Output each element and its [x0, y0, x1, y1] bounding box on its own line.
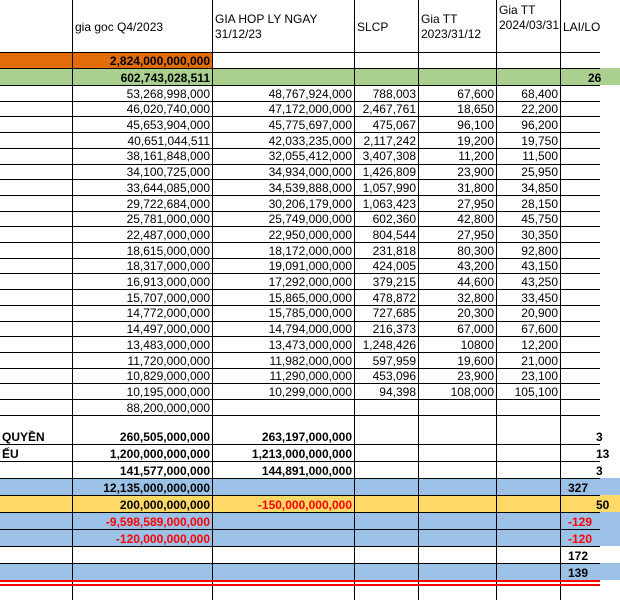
total-cell-col4[interactable]: [418, 427, 496, 444]
table-cell-col6[interactable]: [560, 289, 620, 305]
total-label[interactable]: QUYỀN: [2, 430, 45, 444]
table-cell-col0[interactable]: [0, 273, 72, 289]
table-cell-col3[interactable]: 602,360: [372, 212, 416, 227]
table-cell-col2[interactable]: 15,865,000,000: [268, 290, 352, 305]
table-cell-col1[interactable]: 46,020,740,000: [126, 102, 210, 117]
total-row: [0, 444, 610, 461]
total-cell-col5[interactable]: [496, 427, 560, 444]
table-cell-col0[interactable]: [0, 368, 72, 384]
total-gia-hop-ly[interactable]: [212, 478, 354, 495]
total-cell-col3[interactable]: [354, 444, 418, 461]
total-cell-col3[interactable]: [354, 427, 418, 444]
total-row: [0, 427, 603, 444]
total-cell-col3[interactable]: [354, 512, 418, 529]
row-border: [0, 352, 600, 353]
total-cell-col4[interactable]: [418, 461, 496, 478]
table-cell-col1[interactable]: 45,653,904,000: [126, 118, 210, 133]
table-cell-col6[interactable]: [560, 195, 620, 211]
table-cell-col1[interactable]: 22,487,000,000: [126, 227, 210, 242]
row-border: [0, 52, 600, 53]
table-cell-col2[interactable]: 30,206,179,000: [268, 196, 352, 211]
col-border-5: [496, 0, 497, 600]
table-cell-col5[interactable]: 43,250: [521, 275, 558, 290]
total-label[interactable]: [0, 563, 72, 580]
table-cell-col2[interactable]: 15,785,000,000: [268, 306, 352, 321]
table-cell-col2[interactable]: 47,172,000,000: [268, 102, 352, 117]
table-cell-col3[interactable]: 804,544: [372, 227, 416, 242]
col-border-1: [72, 0, 73, 600]
total-gia-goc[interactable]: 200,000,000,000: [72, 495, 212, 512]
table-cell-col4[interactable]: 18,650: [457, 102, 494, 117]
table-cell-col3[interactable]: 597,959: [372, 353, 416, 368]
table-cell-col3[interactable]: 1,057,990: [362, 180, 416, 195]
row-border: [0, 258, 600, 259]
table-cell-col5[interactable]: 92,800: [521, 243, 558, 258]
total-cell-col3[interactable]: [354, 461, 418, 478]
table-cell-col6[interactable]: [560, 164, 620, 180]
table-cell-col2[interactable]: 18,172,000,000: [268, 243, 352, 258]
header-gia-tt-2023[interactable]: Gia TT 2023/31/12: [421, 12, 482, 41]
row-border: [0, 478, 600, 479]
red-underline: [0, 584, 600, 586]
table-cell-col1[interactable]: 13,483,000,000: [126, 337, 210, 352]
table-cell-col5[interactable]: 45,750: [521, 212, 558, 227]
table-cell-col5[interactable]: 19,750: [521, 133, 558, 148]
total-label[interactable]: [0, 546, 72, 563]
table-cell-col3[interactable]: 3,407,308: [362, 149, 416, 164]
table-cell-col1[interactable]: 53,268,998,000: [126, 86, 210, 101]
table-cell-col6[interactable]: [560, 399, 620, 415]
table-cell-col0[interactable]: [0, 116, 72, 132]
table-cell-col2[interactable]: 11,290,000,000: [269, 369, 352, 384]
row-border: [0, 289, 600, 290]
total-gia-hop-ly[interactable]: 144,891,000,000: [261, 464, 352, 478]
table-cell-col1[interactable]: 88,200,000,000: [126, 400, 210, 415]
table-cell-col5[interactable]: 67,600: [521, 322, 558, 337]
total-lai-lo[interactable]: 3: [596, 430, 603, 444]
table-row: [0, 101, 600, 117]
table-cell-col1[interactable]: 18,615,000,000: [126, 243, 210, 258]
table-cell-col4[interactable]: 96,100: [457, 118, 494, 133]
total-row: [0, 563, 600, 580]
table-cell-col6[interactable]: [560, 101, 620, 117]
row-border: [0, 164, 600, 165]
header-row: [0, 0, 600, 52]
total-gia-goc[interactable]: 12,135,000,000,000: [72, 478, 212, 495]
table-cell-col3[interactable]: 2,467,761: [362, 102, 416, 117]
total-label[interactable]: ẾU: [2, 447, 19, 461]
table-row: [0, 116, 600, 132]
table-cell-col4[interactable]: 43,200: [457, 259, 494, 274]
table-cell-col5[interactable]: [496, 399, 560, 415]
table-cell-col3[interactable]: [354, 399, 418, 415]
table-cell-col4[interactable]: 31,800: [457, 180, 494, 195]
total-label[interactable]: [0, 495, 72, 512]
total-lai-lo[interactable]: 172: [568, 549, 589, 563]
table-cell-col1[interactable]: 14,772,000,000: [126, 306, 210, 321]
table-row: [0, 305, 600, 321]
table-cell-col0[interactable]: [0, 289, 72, 305]
table-cell-col2[interactable]: 14,794,000,000: [268, 322, 352, 337]
table-cell-col6[interactable]: [560, 336, 620, 352]
row-border: [0, 242, 600, 243]
row-border: [0, 529, 600, 530]
table-cell-col2[interactable]: 34,539,888,000: [268, 180, 352, 195]
table-cell-col3[interactable]: 94,398: [379, 384, 416, 399]
total-gia-goc[interactable]: -120,000,000,000: [72, 529, 212, 546]
table-cell-col0[interactable]: [0, 164, 72, 180]
total-cell-col4[interactable]: [418, 512, 496, 529]
table-cell-col6[interactable]: [560, 211, 620, 227]
table-cell-col4[interactable]: 27,950: [457, 227, 494, 242]
table-cell-col4[interactable]: 32,800: [457, 290, 494, 305]
row-border: [0, 132, 600, 133]
header-gia-tt-2024[interactable]: Gia TT 2024/03/31: [499, 3, 560, 32]
total-cell-col3[interactable]: [354, 529, 418, 546]
total-cell-col3[interactable]: [354, 563, 418, 580]
table-cell-col4[interactable]: 19,600: [457, 353, 494, 368]
total-gia-hop-ly[interactable]: [212, 546, 354, 563]
table-cell-col1[interactable]: 33,644,085,000: [126, 180, 210, 195]
row-border: [0, 211, 600, 212]
table-cell-col1[interactable]: 15,707,000,000: [126, 290, 210, 305]
table-cell-col1[interactable]: 10,829,000,000: [126, 369, 210, 384]
table-cell-col2[interactable]: 22,950,000,000: [268, 227, 352, 242]
table-cell-col6[interactable]: [560, 226, 620, 242]
table-cell-col4[interactable]: 23,900: [457, 369, 494, 384]
total-cell-col4[interactable]: [418, 478, 496, 495]
table-cell-col1[interactable]: 40,651,044,511: [127, 133, 210, 148]
row-border: [0, 383, 600, 384]
total-gia-goc[interactable]: 260,505,000,000: [119, 430, 210, 444]
total-cell-col5[interactable]: [496, 563, 560, 580]
row-border: [0, 148, 600, 149]
total-cell-col5[interactable]: [496, 546, 560, 563]
table-cell-col5[interactable]: 43,150: [521, 259, 558, 274]
table-cell-col5[interactable]: 22,200: [521, 102, 558, 117]
table-row: [0, 211, 600, 227]
table-cell-col4[interactable]: 67,000: [457, 322, 494, 337]
table-row: [0, 336, 600, 352]
row-border: [0, 495, 600, 496]
table-cell-col5[interactable]: 105,100: [514, 384, 558, 399]
total-cell-col5[interactable]: [496, 444, 560, 461]
total-cell-col3[interactable]: [354, 478, 418, 495]
table-cell-col0[interactable]: [0, 399, 72, 415]
table-cell-col5[interactable]: 30,350: [521, 227, 558, 242]
red-underline: [0, 580, 600, 582]
total-cell-col5[interactable]: [496, 512, 560, 529]
table-cell-col0[interactable]: [0, 352, 72, 368]
table-cell-col4[interactable]: 19,200: [457, 133, 494, 148]
table-row: [0, 399, 600, 415]
total-gia-goc[interactable]: [72, 563, 212, 580]
total-gia-goc[interactable]: 1,200,000,000,000: [109, 447, 210, 461]
table-cell-col6[interactable]: [560, 258, 620, 274]
total-lai-lo[interactable]: 13: [596, 447, 610, 461]
table-cell-col6[interactable]: [560, 383, 620, 399]
table-cell-col0[interactable]: [0, 226, 72, 242]
table-row: [0, 368, 600, 384]
header-gia-hop-ly[interactable]: GIA HOP LY NGAY 31/12/23: [215, 12, 318, 41]
table-cell-col1[interactable]: 18,317,000,000: [126, 259, 210, 274]
header-cell-col0[interactable]: [0, 0, 72, 52]
table-cell-col3[interactable]: 478,872: [372, 290, 416, 305]
summary-2-col3[interactable]: [354, 68, 418, 85]
row-border: [0, 444, 600, 445]
row-border: [0, 85, 600, 86]
total-gia-hop-ly[interactable]: 263,197,000,000: [261, 430, 352, 444]
header-gia-goc[interactable]: gia goc Q4/2023: [75, 20, 164, 34]
total-lai-lo[interactable]: -120: [560, 529, 620, 546]
total-row: [0, 512, 600, 529]
table-cell-col1[interactable]: 14,497,000,000: [126, 322, 210, 337]
table-cell-col3[interactable]: 1,248,426: [362, 337, 416, 352]
total-lai-lo[interactable]: 327: [560, 478, 620, 495]
total-lai-lo[interactable]: 50: [560, 495, 620, 512]
table-cell-col4[interactable]: 67,600: [457, 86, 494, 101]
total-lai-lo[interactable]: 139: [560, 563, 620, 580]
table-cell-col3[interactable]: 216,373: [372, 322, 416, 337]
summary-1-col0[interactable]: [0, 52, 72, 68]
total-gia-hop-ly[interactable]: -150,000,000,000: [212, 495, 354, 512]
table-cell-col4[interactable]: 23,900: [457, 165, 494, 180]
table-cell-col5[interactable]: 33,450: [521, 290, 558, 305]
table-row: [0, 321, 600, 337]
table-cell-col2[interactable]: 45,775,697,000: [268, 118, 352, 133]
row-border: [0, 512, 600, 513]
header-lai-lo[interactable]: LAI/LO: [563, 20, 601, 34]
table-cell-col0[interactable]: [0, 132, 72, 148]
total-cell-col4[interactable]: [418, 444, 496, 461]
row-border: [0, 101, 600, 102]
total-cell-col5[interactable]: [496, 478, 560, 495]
table-cell-col6[interactable]: [560, 305, 620, 321]
table-row: [0, 148, 600, 164]
summary-2-col4[interactable]: [418, 68, 496, 85]
total-cell-col4[interactable]: [418, 529, 496, 546]
table-cell-col5[interactable]: 20,900: [521, 306, 558, 321]
total-cell-col5[interactable]: [496, 461, 560, 478]
row-border: [0, 563, 600, 564]
table-cell-col6[interactable]: [560, 273, 620, 289]
table-cell-col2[interactable]: [212, 399, 354, 415]
table-row: [0, 226, 600, 242]
col-border-6: [560, 0, 561, 600]
total-label[interactable]: [0, 529, 72, 546]
row-border: [0, 461, 600, 462]
table-cell-col3[interactable]: 2,117,242: [363, 133, 416, 148]
summary-2-gia-goc[interactable]: 602,743,028,511: [72, 68, 212, 85]
table-cell-col3[interactable]: 379,215: [372, 275, 416, 290]
table-cell-col1[interactable]: 25,781,000,000: [126, 212, 210, 227]
table-cell-col1[interactable]: 16,913,000,000: [126, 275, 210, 290]
total-gia-goc[interactable]: -9,598,589,000,000: [72, 512, 212, 529]
table-cell-col2[interactable]: 34,934,000,000: [268, 165, 352, 180]
total-gia-hop-ly[interactable]: [212, 563, 354, 580]
table-row: [0, 273, 600, 289]
row-border: [0, 273, 600, 274]
table-cell-col3[interactable]: 727,685: [372, 306, 416, 321]
total-gia-goc[interactable]: [72, 546, 212, 563]
summary-2-col0[interactable]: [0, 68, 72, 85]
row-border: [0, 195, 600, 196]
total-cell-col4[interactable]: [418, 495, 496, 512]
summary-2-col2[interactable]: [212, 68, 354, 85]
table-cell-col0[interactable]: [0, 195, 72, 211]
summary-2-lai-lo[interactable]: 26: [560, 68, 620, 85]
table-cell-col4[interactable]: 11,200: [458, 149, 494, 164]
table-row: [0, 383, 600, 399]
table-cell-col2[interactable]: 10,299,000,000: [268, 384, 352, 399]
table-cell-col2[interactable]: 13,473,000,000: [268, 337, 352, 352]
col-border-3: [354, 0, 355, 600]
table-cell-col4[interactable]: 10800: [460, 337, 494, 352]
total-lai-lo[interactable]: -129: [560, 512, 620, 529]
table-cell-col6[interactable]: [560, 368, 620, 384]
header-slcp[interactable]: SLCP: [357, 20, 389, 34]
table-cell-col0[interactable]: [0, 85, 72, 101]
total-cell-col4[interactable]: [418, 546, 496, 563]
table-row: [0, 179, 600, 195]
total-cell-col4[interactable]: [418, 563, 496, 580]
table-cell-col2[interactable]: 17,292,000,000: [268, 275, 352, 290]
table-cell-col6[interactable]: [560, 352, 620, 368]
total-cell-col5[interactable]: [496, 529, 560, 546]
table-cell-col5[interactable]: 21,000: [521, 353, 558, 368]
table-cell-col5[interactable]: 28,150: [521, 196, 558, 211]
table-row: [0, 258, 600, 274]
table-cell-col1[interactable]: 34,100,725,000: [126, 165, 210, 180]
table-cell-col4[interactable]: [418, 399, 496, 415]
row-border: [0, 336, 600, 337]
col-border-4: [418, 0, 419, 600]
table-cell-col5[interactable]: 23,100: [521, 369, 558, 384]
table-cell-col5[interactable]: 25,950: [521, 165, 558, 180]
summary-2-col5[interactable]: [496, 68, 560, 85]
table-cell-col5[interactable]: 68,400: [521, 86, 558, 101]
total-row: [0, 478, 600, 495]
table-cell-col6[interactable]: [560, 242, 620, 258]
table-cell-col0[interactable]: [0, 148, 72, 164]
table-cell-col5[interactable]: 34,850: [521, 180, 558, 195]
table-cell-col0[interactable]: [0, 321, 72, 337]
total-row: [0, 461, 603, 478]
table-cell-col1[interactable]: 11,720,000,000: [127, 353, 210, 368]
table-cell-col2[interactable]: 19,091,000,000: [268, 259, 352, 274]
table-cell-col0[interactable]: [0, 383, 72, 399]
total-label[interactable]: [0, 512, 72, 529]
table-cell-col4[interactable]: 20,300: [457, 306, 494, 321]
table-cell-col6[interactable]: [560, 116, 620, 132]
table-row: [0, 164, 600, 180]
table-cell-col3[interactable]: 231,818: [372, 243, 416, 258]
table-cell-col3[interactable]: 1,426,809: [362, 165, 416, 180]
total-lai-lo[interactable]: 3: [596, 464, 603, 478]
table-cell-col0[interactable]: [0, 336, 72, 352]
table-cell-col4[interactable]: 42,800: [457, 212, 494, 227]
table-cell-col0[interactable]: [0, 179, 72, 195]
table-row: [0, 242, 600, 258]
table-cell-col4[interactable]: 108,000: [450, 384, 494, 399]
table-cell-col0[interactable]: [0, 101, 72, 117]
total-label[interactable]: [0, 461, 72, 478]
table-cell-col5[interactable]: 96,200: [521, 118, 558, 133]
table-cell-col3[interactable]: 788,003: [372, 86, 416, 101]
table-cell-col6[interactable]: [560, 85, 620, 101]
table-row: [0, 352, 600, 368]
table-cell-col1[interactable]: 10,195,000,000: [126, 384, 210, 399]
table-row: [0, 85, 600, 101]
table-row: [0, 289, 600, 305]
table-row: [0, 195, 600, 211]
table-cell-col2[interactable]: 48,767,924,000: [268, 86, 352, 101]
table-cell-col3[interactable]: 453,096: [372, 369, 416, 384]
table-cell-col6[interactable]: [560, 132, 620, 148]
table-cell-col2[interactable]: 25,749,000,000: [268, 212, 352, 227]
table-cell-col5[interactable]: 11,500: [522, 149, 558, 164]
table-cell-col0[interactable]: [0, 242, 72, 258]
total-gia-hop-ly[interactable]: [212, 529, 354, 546]
table-cell-col4[interactable]: 44,600: [457, 275, 494, 290]
total-cell-col3[interactable]: [354, 546, 418, 563]
row-border: [0, 305, 600, 306]
table-cell-col6[interactable]: [560, 148, 620, 164]
row-border: [0, 546, 600, 547]
table-cell-col1[interactable]: 29,722,684,000: [126, 196, 210, 211]
total-row: [0, 546, 600, 563]
row-border: [0, 68, 600, 69]
total-gia-hop-ly[interactable]: [212, 512, 354, 529]
table-cell-col2[interactable]: 11,982,000,000: [269, 353, 352, 368]
summary-1-gia-goc[interactable]: 2,824,000,000,000: [72, 52, 212, 68]
table-cell-col6[interactable]: [560, 179, 620, 195]
table-cell-col0[interactable]: [0, 258, 72, 274]
row-border: [0, 399, 600, 400]
total-gia-hop-ly[interactable]: 1,213,000,000,000: [251, 447, 352, 461]
table-cell-col5[interactable]: 12,200: [521, 337, 558, 352]
total-row: [0, 495, 610, 512]
summary-row-2: [0, 68, 600, 85]
table-cell-col6[interactable]: [560, 321, 620, 337]
total-row: [0, 529, 600, 546]
table-cell-col4[interactable]: 80,300: [457, 243, 494, 258]
table-cell-col2[interactable]: 32,055,412,000: [268, 149, 352, 164]
row-border: [0, 415, 600, 416]
table-cell-col3[interactable]: 424,005: [372, 259, 416, 274]
total-cell-col5[interactable]: [496, 495, 560, 512]
table-cell-col3[interactable]: 475,067: [372, 118, 416, 133]
table-cell-col0[interactable]: [0, 305, 72, 321]
table-cell-col1[interactable]: 38,161,848,000: [126, 149, 210, 164]
table-cell-col0[interactable]: [0, 211, 72, 227]
total-gia-goc[interactable]: 141,577,000,000: [119, 464, 210, 478]
row-border: [0, 226, 600, 227]
total-cell-col3[interactable]: [354, 495, 418, 512]
table-cell-col4[interactable]: 27,950: [457, 196, 494, 211]
summary-row-1: [0, 52, 600, 68]
total-label[interactable]: [0, 478, 72, 495]
row-border: [0, 116, 600, 117]
table-row: [0, 132, 600, 148]
col-border-2: [212, 0, 213, 600]
table-cell-col3[interactable]: 1,063,423: [362, 196, 416, 211]
table-cell-col2[interactable]: 42,033,235,000: [268, 133, 352, 148]
row-border: [0, 368, 600, 369]
row-border: [0, 179, 600, 180]
row-border: [0, 321, 600, 322]
